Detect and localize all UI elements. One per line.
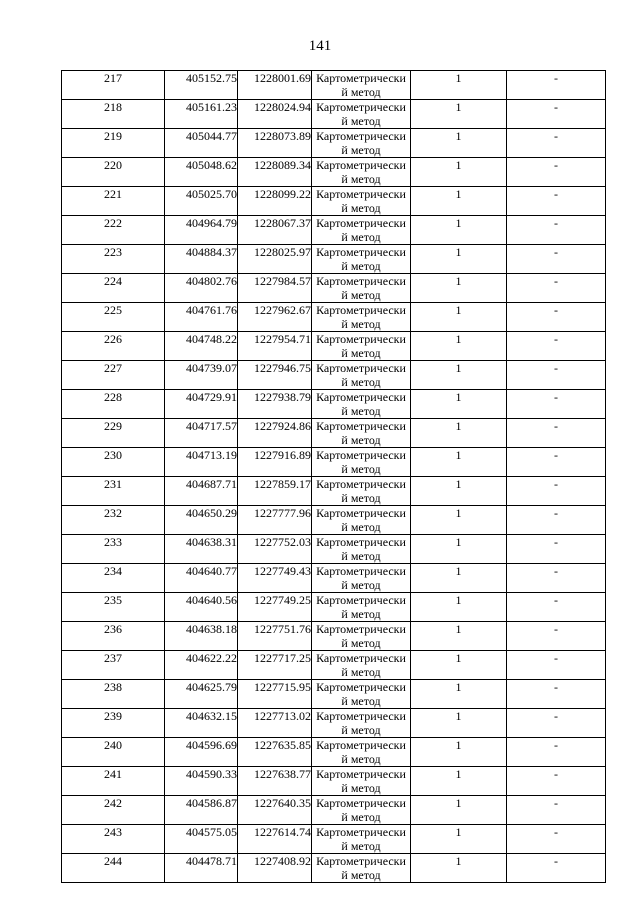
y-coordinate-cell: 1227938.79	[238, 390, 312, 419]
method-line-1: Картометрически	[316, 854, 406, 868]
coordinates-table	[61, 70, 606, 883]
method-cell	[312, 651, 411, 680]
method-cell	[312, 274, 411, 303]
y-coordinate-cell: 1227640.35	[238, 796, 312, 825]
method-line-2: й метод	[341, 491, 381, 505]
y-coordinate-cell: 1227859.17	[238, 477, 312, 506]
method-line-1: Картометрически	[316, 332, 406, 346]
x-coordinate-cell: 404761.76	[165, 303, 238, 332]
method-line-2: й метод	[341, 781, 381, 795]
error-cell: -	[507, 767, 606, 796]
point-number-cell: 232	[62, 506, 165, 535]
method-line-2: й метод	[341, 868, 381, 882]
method-cell	[312, 709, 411, 738]
x-coordinate-cell: 404687.71	[165, 477, 238, 506]
x-coordinate-cell: 405044.77	[165, 129, 238, 158]
method-line-2: й метод	[341, 172, 381, 186]
point-number-cell: 221	[62, 187, 165, 216]
x-coordinate-cell: 405161.23	[165, 100, 238, 129]
method-cell	[312, 477, 411, 506]
method-line-1: Картометрически	[316, 738, 406, 752]
method-cell	[312, 129, 411, 158]
x-coordinate-cell: 404638.31	[165, 535, 238, 564]
count-cell: 1	[411, 361, 507, 390]
method-line-2: й метод	[341, 520, 381, 534]
table-row	[62, 651, 606, 680]
method-line-1: Картометрически	[316, 129, 406, 143]
method-line-2: й метод	[341, 404, 381, 418]
method-line-1: Картометрически	[316, 593, 406, 607]
count-cell: 1	[411, 332, 507, 361]
table-row	[62, 593, 606, 622]
count-cell: 1	[411, 216, 507, 245]
point-number-cell: 222	[62, 216, 165, 245]
method-line-1: Картометрически	[316, 825, 406, 839]
method-cell	[312, 158, 411, 187]
method-line-1: Картометрически	[316, 564, 406, 578]
method-cell	[312, 71, 411, 100]
table-row	[62, 361, 606, 390]
table-row	[62, 825, 606, 854]
method-line-1: Картометрически	[316, 187, 406, 201]
method-line-1: Картометрически	[316, 651, 406, 665]
count-cell: 1	[411, 506, 507, 535]
method-line-2: й метод	[341, 288, 381, 302]
count-cell: 1	[411, 709, 507, 738]
method-cell	[312, 564, 411, 593]
x-coordinate-cell: 404729.91	[165, 390, 238, 419]
x-coordinate-cell: 404575.05	[165, 825, 238, 854]
method-cell	[312, 245, 411, 274]
method-line-1: Картометрически	[316, 274, 406, 288]
count-cell: 1	[411, 448, 507, 477]
x-coordinate-cell: 404622.22	[165, 651, 238, 680]
x-coordinate-cell: 404625.79	[165, 680, 238, 709]
count-cell: 1	[411, 129, 507, 158]
method-cell	[312, 796, 411, 825]
error-cell: -	[507, 187, 606, 216]
table-row	[62, 738, 606, 767]
count-cell: 1	[411, 854, 507, 883]
x-coordinate-cell: 404713.19	[165, 448, 238, 477]
point-number-cell: 228	[62, 390, 165, 419]
y-coordinate-cell: 1227916.89	[238, 448, 312, 477]
point-number-cell: 217	[62, 71, 165, 100]
point-number-cell: 231	[62, 477, 165, 506]
method-line-2: й метод	[341, 839, 381, 853]
x-coordinate-cell: 404590.33	[165, 767, 238, 796]
y-coordinate-cell: 1227954.71	[238, 332, 312, 361]
table-row	[62, 796, 606, 825]
method-cell	[312, 738, 411, 767]
y-coordinate-cell: 1228099.22	[238, 187, 312, 216]
table-row	[62, 187, 606, 216]
point-number-cell: 225	[62, 303, 165, 332]
error-cell: -	[507, 564, 606, 593]
y-coordinate-cell: 1227638.77	[238, 767, 312, 796]
x-coordinate-cell: 405025.70	[165, 187, 238, 216]
page-number: 141	[308, 38, 332, 54]
table-row	[62, 535, 606, 564]
method-line-1: Картометрически	[316, 709, 406, 723]
y-coordinate-cell: 1228025.97	[238, 245, 312, 274]
count-cell: 1	[411, 738, 507, 767]
x-coordinate-cell: 404964.79	[165, 216, 238, 245]
method-line-1: Картометрически	[316, 390, 406, 404]
coordinates-table-body	[62, 71, 606, 883]
method-cell	[312, 187, 411, 216]
table-row	[62, 129, 606, 158]
point-number-cell: 235	[62, 593, 165, 622]
count-cell: 1	[411, 245, 507, 274]
error-cell: -	[507, 274, 606, 303]
y-coordinate-cell: 1227749.43	[238, 564, 312, 593]
count-cell: 1	[411, 593, 507, 622]
count-cell: 1	[411, 303, 507, 332]
count-cell: 1	[411, 419, 507, 448]
method-line-1: Картометрически	[316, 767, 406, 781]
method-cell	[312, 303, 411, 332]
point-number-cell: 241	[62, 767, 165, 796]
point-number-cell: 219	[62, 129, 165, 158]
error-cell: -	[507, 506, 606, 535]
x-coordinate-cell: 404596.69	[165, 738, 238, 767]
method-cell	[312, 767, 411, 796]
table-row	[62, 158, 606, 187]
point-number-cell: 218	[62, 100, 165, 129]
error-cell: -	[507, 158, 606, 187]
y-coordinate-cell: 1227752.03	[238, 535, 312, 564]
y-coordinate-cell: 1228073.89	[238, 129, 312, 158]
count-cell: 1	[411, 71, 507, 100]
error-cell: -	[507, 303, 606, 332]
method-line-1: Картометрически	[316, 361, 406, 375]
method-line-1: Картометрически	[316, 100, 406, 114]
method-line-2: й метод	[341, 462, 381, 476]
count-cell: 1	[411, 187, 507, 216]
method-line-2: й метод	[341, 346, 381, 360]
count-cell: 1	[411, 477, 507, 506]
error-cell: -	[507, 100, 606, 129]
table-row	[62, 709, 606, 738]
point-number-cell: 240	[62, 738, 165, 767]
error-cell: -	[507, 71, 606, 100]
count-cell: 1	[411, 535, 507, 564]
error-cell: -	[507, 680, 606, 709]
x-coordinate-cell: 404650.29	[165, 506, 238, 535]
x-coordinate-cell: 404739.07	[165, 361, 238, 390]
method-cell	[312, 100, 411, 129]
point-number-cell: 220	[62, 158, 165, 187]
point-number-cell: 239	[62, 709, 165, 738]
y-coordinate-cell: 1228001.69	[238, 71, 312, 100]
method-line-2: й метод	[341, 607, 381, 621]
error-cell: -	[507, 593, 606, 622]
count-cell: 1	[411, 767, 507, 796]
point-number-cell: 244	[62, 854, 165, 883]
table-row	[62, 506, 606, 535]
y-coordinate-cell: 1227614.74	[238, 825, 312, 854]
table-row	[62, 245, 606, 274]
method-line-2: й метод	[341, 375, 381, 389]
method-line-2: й метод	[341, 665, 381, 679]
method-cell	[312, 390, 411, 419]
method-cell	[312, 825, 411, 854]
point-number-cell: 224	[62, 274, 165, 303]
count-cell: 1	[411, 680, 507, 709]
point-number-cell: 243	[62, 825, 165, 854]
method-line-1: Картометрически	[316, 216, 406, 230]
method-line-2: й метод	[341, 694, 381, 708]
error-cell: -	[507, 738, 606, 767]
y-coordinate-cell: 1227924.86	[238, 419, 312, 448]
method-cell	[312, 361, 411, 390]
method-line-2: й метод	[341, 85, 381, 99]
count-cell: 1	[411, 100, 507, 129]
x-coordinate-cell: 404638.18	[165, 622, 238, 651]
method-cell	[312, 332, 411, 361]
table-row	[62, 419, 606, 448]
y-coordinate-cell: 1227946.75	[238, 361, 312, 390]
count-cell: 1	[411, 390, 507, 419]
error-cell: -	[507, 825, 606, 854]
error-cell: -	[507, 216, 606, 245]
count-cell: 1	[411, 796, 507, 825]
x-coordinate-cell: 405048.62	[165, 158, 238, 187]
table-row	[62, 448, 606, 477]
x-coordinate-cell: 404478.71	[165, 854, 238, 883]
method-cell	[312, 622, 411, 651]
method-cell	[312, 506, 411, 535]
x-coordinate-cell: 404748.22	[165, 332, 238, 361]
method-cell	[312, 680, 411, 709]
table-row	[62, 71, 606, 100]
point-number-cell: 223	[62, 245, 165, 274]
y-coordinate-cell: 1227717.25	[238, 651, 312, 680]
error-cell: -	[507, 709, 606, 738]
error-cell: -	[507, 390, 606, 419]
x-coordinate-cell: 404586.87	[165, 796, 238, 825]
table-row	[62, 332, 606, 361]
table-row	[62, 680, 606, 709]
point-number-cell: 233	[62, 535, 165, 564]
y-coordinate-cell: 1227777.96	[238, 506, 312, 535]
method-line-2: й метод	[341, 636, 381, 650]
method-line-1: Картометрически	[316, 506, 406, 520]
count-cell: 1	[411, 622, 507, 651]
y-coordinate-cell: 1228024.94	[238, 100, 312, 129]
method-line-1: Картометрически	[316, 71, 406, 85]
point-number-cell: 242	[62, 796, 165, 825]
y-coordinate-cell: 1227962.67	[238, 303, 312, 332]
method-line-1: Картометрически	[316, 419, 406, 433]
method-cell	[312, 593, 411, 622]
y-coordinate-cell: 1227715.95	[238, 680, 312, 709]
method-line-2: й метод	[341, 433, 381, 447]
method-line-2: й метод	[341, 723, 381, 737]
y-coordinate-cell: 1227635.85	[238, 738, 312, 767]
method-line-1: Картометрически	[316, 477, 406, 491]
table-row	[62, 303, 606, 332]
point-number-cell: 226	[62, 332, 165, 361]
table-row	[62, 854, 606, 883]
table-row	[62, 274, 606, 303]
method-line-1: Картометрически	[316, 303, 406, 317]
method-line-1: Картометрически	[316, 245, 406, 259]
count-cell: 1	[411, 651, 507, 680]
table-row	[62, 100, 606, 129]
method-line-2: й метод	[341, 230, 381, 244]
method-cell	[312, 419, 411, 448]
y-coordinate-cell: 1227751.76	[238, 622, 312, 651]
y-coordinate-cell: 1227749.25	[238, 593, 312, 622]
method-line-2: й метод	[341, 578, 381, 592]
method-line-2: й метод	[341, 810, 381, 824]
point-number-cell: 236	[62, 622, 165, 651]
x-coordinate-cell: 404884.37	[165, 245, 238, 274]
method-line-1: Картометрически	[316, 680, 406, 694]
method-line-2: й метод	[341, 259, 381, 273]
y-coordinate-cell: 1227984.57	[238, 274, 312, 303]
error-cell: -	[507, 477, 606, 506]
method-line-2: й метод	[341, 317, 381, 331]
y-coordinate-cell: 1228089.34	[238, 158, 312, 187]
table-row	[62, 564, 606, 593]
error-cell: -	[507, 332, 606, 361]
error-cell: -	[507, 361, 606, 390]
error-cell: -	[507, 419, 606, 448]
method-line-1: Картометрически	[316, 535, 406, 549]
x-coordinate-cell: 405152.75	[165, 71, 238, 100]
method-cell	[312, 448, 411, 477]
x-coordinate-cell: 404717.57	[165, 419, 238, 448]
error-cell: -	[507, 796, 606, 825]
method-line-2: й метод	[341, 114, 381, 128]
y-coordinate-cell: 1227408.92	[238, 854, 312, 883]
method-line-1: Картометрически	[316, 622, 406, 636]
method-line-2: й метод	[341, 752, 381, 766]
point-number-cell: 230	[62, 448, 165, 477]
table-row	[62, 390, 606, 419]
method-line-1: Картометрически	[316, 158, 406, 172]
error-cell: -	[507, 651, 606, 680]
point-number-cell: 229	[62, 419, 165, 448]
method-line-1: Картометрически	[316, 448, 406, 462]
error-cell: -	[507, 129, 606, 158]
error-cell: -	[507, 448, 606, 477]
y-coordinate-cell: 1228067.37	[238, 216, 312, 245]
x-coordinate-cell: 404640.77	[165, 564, 238, 593]
error-cell: -	[507, 535, 606, 564]
count-cell: 1	[411, 274, 507, 303]
error-cell: -	[507, 622, 606, 651]
x-coordinate-cell: 404640.56	[165, 593, 238, 622]
count-cell: 1	[411, 158, 507, 187]
table-row	[62, 216, 606, 245]
method-line-2: й метод	[341, 201, 381, 215]
count-cell: 1	[411, 564, 507, 593]
table-row	[62, 477, 606, 506]
method-line-2: й метод	[341, 143, 381, 157]
method-line-1: Картометрически	[316, 796, 406, 810]
x-coordinate-cell: 404632.15	[165, 709, 238, 738]
error-cell: -	[507, 245, 606, 274]
point-number-cell: 238	[62, 680, 165, 709]
table-row	[62, 767, 606, 796]
table-row	[62, 622, 606, 651]
x-coordinate-cell: 404802.76	[165, 274, 238, 303]
point-number-cell: 234	[62, 564, 165, 593]
count-cell: 1	[411, 825, 507, 854]
method-cell	[312, 216, 411, 245]
point-number-cell: 237	[62, 651, 165, 680]
method-cell	[312, 535, 411, 564]
method-cell	[312, 854, 411, 883]
point-number-cell: 227	[62, 361, 165, 390]
y-coordinate-cell: 1227713.02	[238, 709, 312, 738]
error-cell: -	[507, 854, 606, 883]
method-line-2: й метод	[341, 549, 381, 563]
